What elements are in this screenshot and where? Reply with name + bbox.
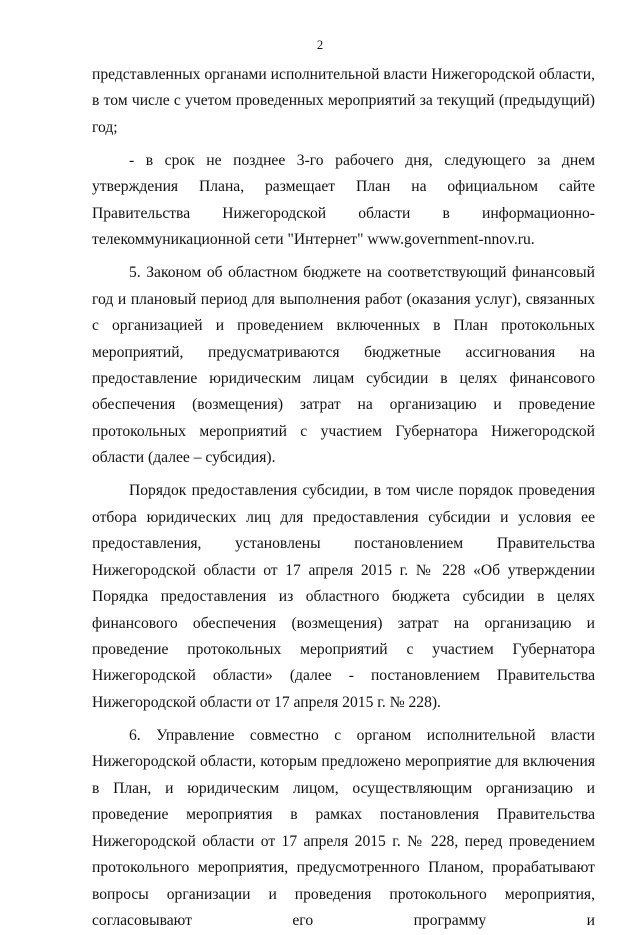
paragraph-item-6: 6. Управление совместно с органом исполнительной власти Нижегородской области, которым предложено мероприятие для включения в План, и юридическим лицом, осуществляющим организацию и проведение мероприятия в рамках постановления Правительства Нижегородской области от 17 апреля 2015 г. № 228, перед проведением протокольного мероприятия, предусмотренного Планом, прорабатывают вопросы организации и проведения протокольного мероприятия, согласовывают его программу и	[92, 726, 595, 930]
paragraph-continuation: представленных органами исполнительной власти Нижегородской области, в том числе с учетом проведенных мероприятий за текущий (предыдущий) год;	[92, 66, 595, 136]
paragraph-subsidy-procedure: Порядок предоставления субсидии, в том числе порядок проведения отбора юридических лиц для предоставления субсидии и условия ее предоставления, установлены постановлением Правительства Нижегородской области от 17 апреля 2015 г. № 228 «Об утверждении Порядка предоставления из областного бюджета субсидии в целях финансового обеспечения (возмещения) затрат на организацию и проведение протокольных мероприятий с участием Губернатора Нижегородской области» (далее - постановлением Правительства Нижегородской области от 17 апреля 2015 г. № 228).	[92, 482, 595, 711]
page-number: 2	[316, 38, 324, 52]
document-body	[92, 62, 595, 935]
paragraph-publication: - в срок не позднее 3-го рабочего дня, следующего за днем утверждения Плана, размещает План на официальном сайте Правительства Нижегородской области в информационно-телекоммуникационной сети "Интернет" www.government-nnov.ru.	[92, 151, 595, 249]
paragraph-item-5: 5. Законом об областном бюджете на соответствующий финансовый год и плановый период для выполнения работ (оказания услуг), связанных с организацией и проведением включенных в План протокольных мероприятий, предусматриваются бюджетные ассигнования на предоставление юридическим лицам субсидии в целях финансового обеспечения (возмещения) затрат на организацию и проведение протокольных мероприятий с участием Губернатора Нижегородской области (далее – субсидия).	[92, 264, 595, 467]
